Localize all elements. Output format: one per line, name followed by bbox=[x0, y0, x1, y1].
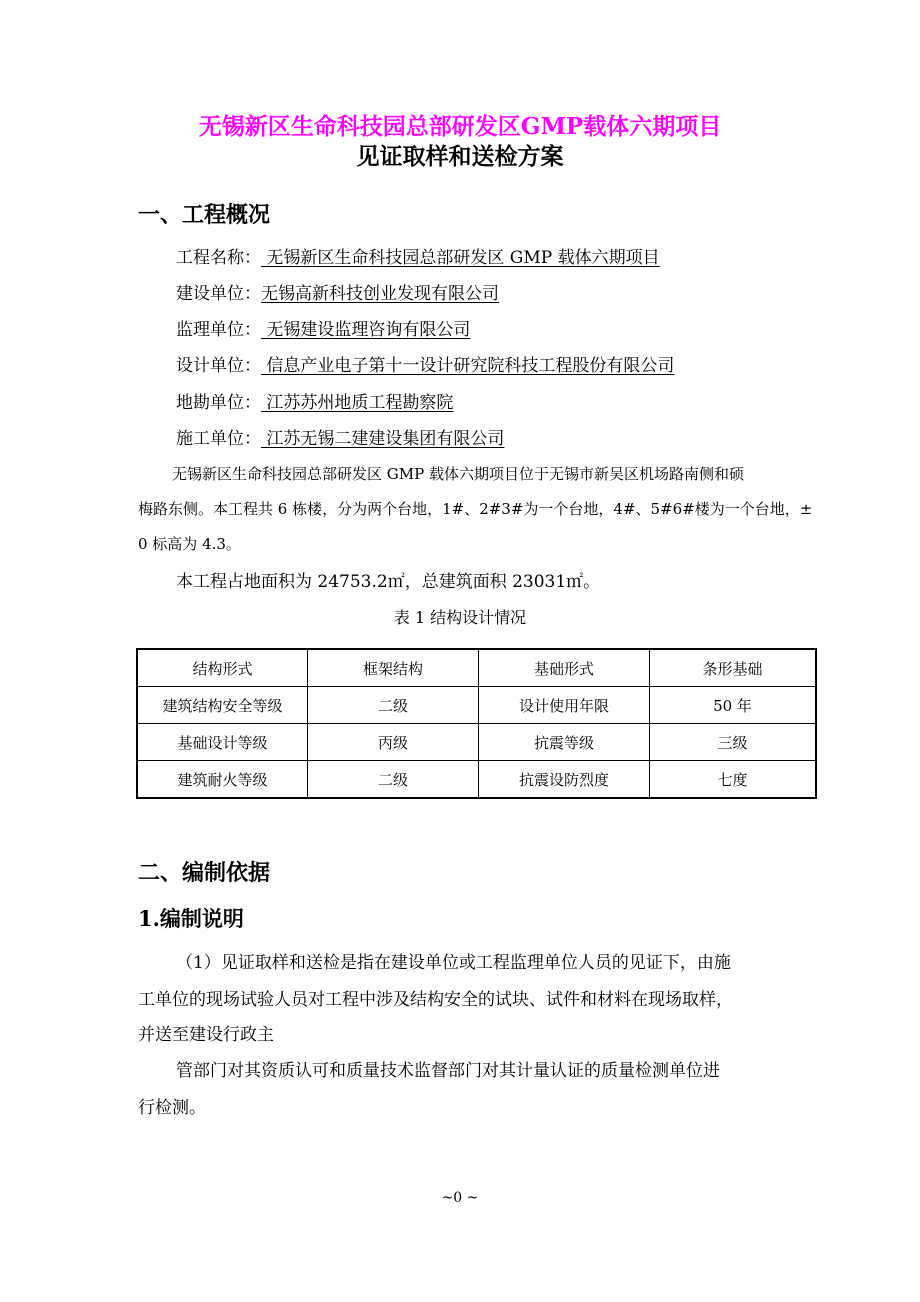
table-cell: 二级 bbox=[308, 687, 479, 724]
info-row bbox=[176, 388, 453, 413]
table-cell: 建筑耐火等级 bbox=[137, 761, 308, 799]
info-value: 江苏无锡二建建设集团有限公司 bbox=[261, 429, 505, 449]
table-cell: 丙级 bbox=[308, 724, 479, 761]
info-row bbox=[176, 279, 499, 304]
table-cell: 基础形式 bbox=[479, 649, 650, 687]
note-line: （1）见证取样和送检是指在建设单位或工程监理单位人员的见证下，由施 bbox=[176, 953, 731, 973]
table-cell: 抗震设防烈度 bbox=[479, 761, 650, 799]
area-line: 本工程占地面积为 24753.2㎡，总建筑面积 23031㎡。 bbox=[176, 572, 601, 592]
table-cell: 条形基础 bbox=[650, 649, 817, 687]
section2-heading: 二、编制依据 bbox=[138, 860, 271, 886]
title-line-1: 无锡新区生命科技园总部研发区GMP载体六期项目 bbox=[198, 113, 722, 140]
table-cell: 三级 bbox=[650, 724, 817, 761]
table-cell: 结构形式 bbox=[137, 649, 308, 687]
table-cell: 50 年 bbox=[650, 687, 817, 724]
info-row bbox=[176, 351, 674, 376]
note-line: 行检测。 bbox=[138, 1098, 206, 1118]
description-line: 0 标高为 4.3。 bbox=[138, 535, 241, 553]
description-line: 无锡新区生命科技园总部研发区 GMP 载体六期项目位于无锡市新吴区机场路南侧和硕 bbox=[172, 465, 744, 483]
table-cell: 二级 bbox=[308, 761, 479, 799]
table-cell: 抗震等级 bbox=[479, 724, 650, 761]
page-number: ~0 ~ bbox=[441, 1190, 479, 1206]
section1-heading: 一、工程概况 bbox=[138, 202, 271, 228]
table-cell: 框架结构 bbox=[308, 649, 479, 687]
table-cell: 基础设计等级 bbox=[137, 724, 308, 761]
structure-design-table bbox=[136, 648, 817, 799]
note-line: 并送至建设行政主 bbox=[138, 1025, 274, 1045]
info-value: 无锡建设监理咨询有限公司 bbox=[261, 320, 471, 340]
info-value: 江苏苏州地质工程勘察院 bbox=[261, 393, 454, 413]
table-cell: 设计使用年限 bbox=[479, 687, 650, 724]
info-value: 无锡高新科技创业发现有限公司 bbox=[261, 284, 499, 304]
info-label: 施工单位： bbox=[176, 429, 261, 449]
table-row bbox=[137, 761, 816, 799]
table-row bbox=[137, 649, 816, 687]
table-row bbox=[137, 724, 816, 761]
info-label: 建设单位： bbox=[176, 284, 261, 304]
section2-subheading: 1.编制说明 bbox=[138, 906, 244, 931]
info-row bbox=[176, 424, 504, 449]
info-value: 信息产业电子第十一设计研究院科技工程股份有限公司 bbox=[261, 356, 675, 376]
info-label: 监理单位： bbox=[176, 320, 261, 340]
table-row bbox=[137, 687, 816, 724]
info-value: 无锡新区生命科技园总部研发区 GMP 载体六期项目 bbox=[261, 248, 660, 268]
info-row bbox=[176, 243, 660, 268]
title-line-2: 见证取样和送检方案 bbox=[356, 143, 564, 170]
note-line: 管部门对其资质认可和质量技术监督部门对其计量认证的质量检测单位进 bbox=[176, 1061, 720, 1081]
description-line: 梅路东侧。本工程共 6 栋楼，分为两个台地，1#、2#3#为一个台地，4#、5#6#楼为一个台地，± bbox=[138, 500, 813, 518]
table-cell: 建筑结构安全等级 bbox=[137, 687, 308, 724]
note-line: 工单位的现场试验人员对工程中涉及结构安全的试块、试件和材料在现场取样， bbox=[138, 990, 733, 1010]
info-label: 设计单位： bbox=[176, 356, 261, 376]
table-cell: 七度 bbox=[650, 761, 817, 799]
info-label: 工程名称： bbox=[176, 248, 261, 268]
info-label: 地勘单位： bbox=[176, 393, 261, 413]
table-caption: 表 1 结构设计情况 bbox=[393, 608, 527, 627]
info-row bbox=[176, 315, 470, 340]
